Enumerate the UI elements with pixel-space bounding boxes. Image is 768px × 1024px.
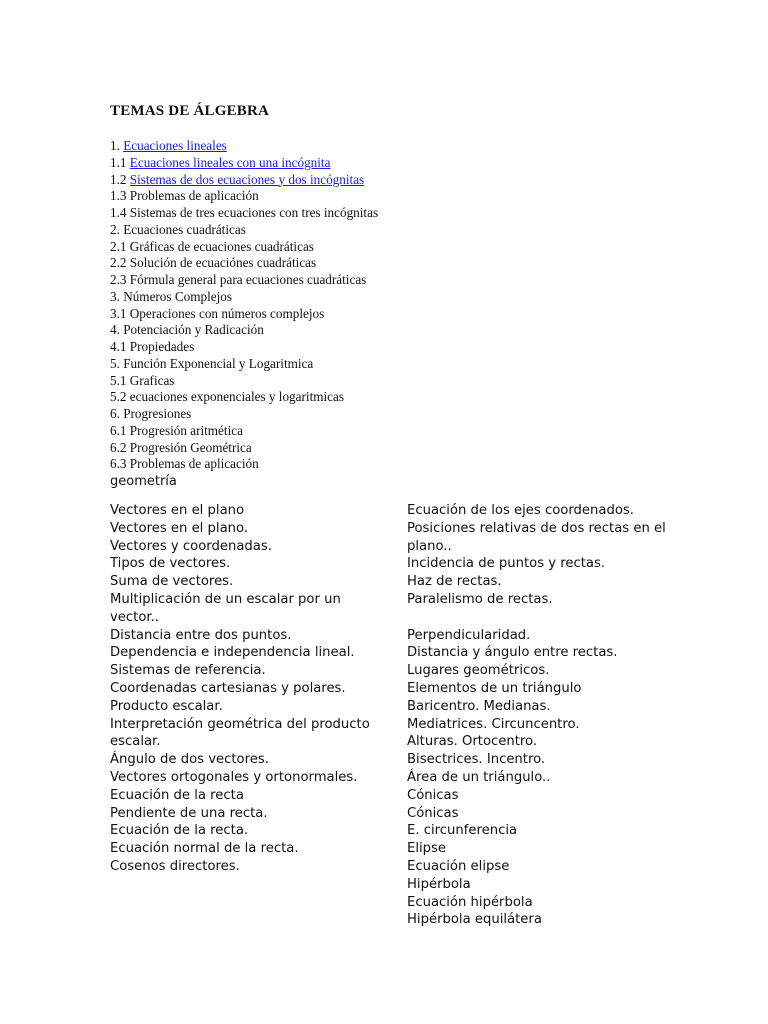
topic-item: Ecuación de la recta [110, 787, 244, 803]
toc-item-label: 2.3 Fórmula general para ecuaciones cuadráticas [110, 272, 367, 287]
geometry-topics-right-column [407, 502, 667, 929]
topic-item: Alturas. Ortocentro. [407, 734, 538, 750]
topic-item: Hipérbola [407, 876, 471, 892]
topic-item: Mediatrices. Circuncentro. [407, 716, 580, 732]
topic-item: Producto escalar. [110, 698, 223, 714]
toc-item [110, 239, 378, 256]
toc-item[interactable] [110, 172, 378, 189]
toc-item [110, 456, 378, 473]
topic-item: Ecuación de la recta. [110, 823, 249, 839]
topic-item: E. circunferencia [407, 823, 518, 839]
toc-item-label: 2.1 Gráficas de ecuaciones cuadráticas [110, 238, 314, 254]
topic-item: Multiplicación de un escalar por un vector.. [110, 591, 341, 625]
topic-item: Cosenos directores. [110, 858, 240, 874]
toc-item [110, 440, 378, 457]
toc-item [110, 205, 378, 222]
toc-item-label: 5.1 Graficas [110, 372, 175, 388]
topic-item: Vectores ortogonales y ortonormales. [110, 769, 358, 785]
toc-item [110, 339, 378, 356]
table-of-contents [110, 138, 378, 473]
topic-item: Vectores y coordenadas. [110, 538, 272, 554]
topic-item: Cónicas [407, 805, 459, 821]
toc-item-label: 6.2 Progresión Geométrica [110, 439, 252, 455]
topic-item: Vectores en el plano [110, 503, 245, 518]
topic-item: Incidencia de puntos y rectas. [407, 556, 606, 572]
toc-item-label: 2.2 Solución de ecuaciónes cuadráticas [110, 255, 317, 271]
toc-item-number: 1. [110, 138, 124, 153]
toc-item-number: 1.2 [110, 171, 130, 187]
topic-item: Elementos de un triángulo [407, 680, 582, 696]
topic-item: Vectores en el plano. [110, 520, 249, 536]
toc-item [110, 222, 378, 239]
topic-item: Ángulo de dos vectores. [110, 752, 269, 768]
topic-item: Elipse [407, 841, 447, 857]
toc-item [110, 188, 378, 205]
toc-item-label: 3. Números Complejos [110, 288, 232, 304]
toc-item[interactable] [110, 155, 378, 172]
toc-item [110, 373, 378, 390]
topic-item: Suma de vectores. [110, 574, 234, 590]
topic-item: Interpretación geométrica del producto escalar. [110, 716, 370, 750]
topic-item: Coordenadas cartesianas y polares. [110, 680, 346, 696]
topic-item: Baricentro. Medianas. [407, 698, 551, 714]
toc-item [110, 423, 378, 440]
topic-item: Área de un triángulo.. [407, 769, 551, 785]
topic-item: Perpendicularidad. [407, 627, 531, 643]
toc-item [110, 389, 378, 406]
toc-item-number: 1.1 [110, 154, 130, 170]
topic-item: Distancia entre dos puntos. [110, 627, 292, 643]
toc-item-label: 4. Potenciación y Radicación [110, 322, 264, 338]
toc-item [110, 406, 378, 423]
toc-item[interactable] [110, 138, 378, 155]
topic-item: Hipérbola equilátera [407, 912, 542, 928]
toc-item [110, 272, 378, 289]
toc-item-label: 5.2 ecuaciones exponenciales y logaritmicas [110, 389, 344, 405]
topic-item: Haz de rectas. [407, 574, 502, 590]
topic-item: Tipos de vectores. [110, 556, 231, 572]
topic-item: Cónicas [407, 787, 459, 803]
toc-item-label: 6.3 Problemas de aplicación [110, 456, 259, 472]
topic-item: Posiciones relativas de dos rectas en el plano.. [407, 520, 666, 554]
topic-item [407, 609, 667, 627]
topic-item: Ecuación elipse [407, 858, 510, 874]
toc-item [110, 322, 378, 339]
topic-item: Ecuación normal de la recta. [110, 841, 299, 857]
toc-item-label: 6.1 Progresión aritmética [110, 422, 243, 438]
topic-item: Distancia y ángulo entre rectas. [407, 645, 618, 661]
geometry-topics-left-column [110, 502, 372, 876]
toc-item-label: 3.1 Operaciones con números complejos [110, 305, 325, 321]
toc-item-label: 4.1 Propiedades [110, 339, 195, 354]
topic-item: Paralelismo de rectas. [407, 591, 553, 607]
toc-link[interactable]: Sistemas de dos ecuaciones y dos incógnitas [129, 171, 365, 187]
toc-item-label: 1.3 Problemas de aplicación [110, 188, 259, 204]
toc-item-label: 5. Función Exponencial y Logaritmica [110, 355, 314, 371]
topic-item: Ecuación hipérbola [407, 894, 533, 910]
topic-item: Dependencia e independencia lineal. [110, 645, 355, 661]
topic-item: Ecuación de los ejes coordenados. [407, 503, 634, 518]
toc-item-label: 2. Ecuaciones cuadráticas [110, 221, 246, 237]
toc-item [110, 306, 378, 323]
page-title: TEMAS DE ÁLGEBRA [110, 103, 270, 119]
toc-item-label: 1.4 Sistemas de tres ecuaciones con tres incógnitas [110, 205, 379, 220]
topic-item: Pendiente de una recta. [110, 805, 268, 821]
topic-item: Bisectrices. Incentro. [407, 752, 546, 768]
toc-item-label: 6. Progresiones [110, 406, 192, 421]
toc-link[interactable]: Ecuaciones lineales con una incógnita [129, 154, 331, 170]
topic-item: Lugares geométricos. [407, 663, 550, 679]
toc-item [110, 356, 378, 373]
toc-item [110, 289, 378, 306]
section-label-geometria: geometría [110, 474, 177, 489]
toc-link[interactable]: Ecuaciones lineales [123, 138, 227, 153]
toc-item [110, 255, 378, 272]
topic-item: Sistemas de referencia. [110, 663, 266, 679]
